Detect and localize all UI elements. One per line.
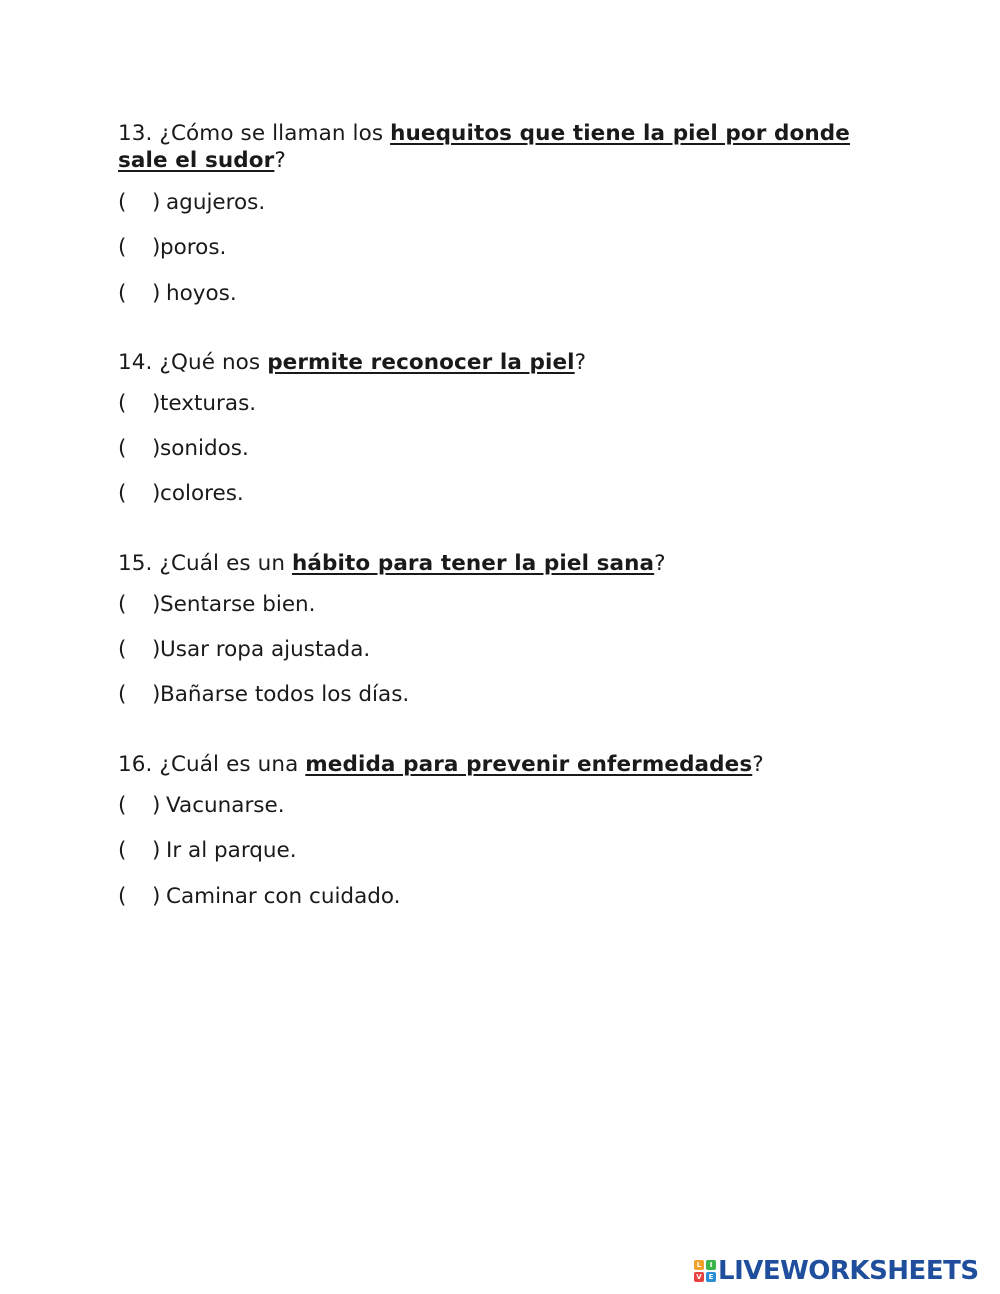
option-label: hoyos.	[166, 281, 237, 306]
question-suffix: ?	[752, 752, 764, 777]
question-13	[118, 120, 878, 174]
question-suffix: ?	[654, 551, 666, 576]
option-label: colores.	[160, 481, 244, 506]
answer-checkbox[interactable]: ( )	[118, 190, 161, 215]
logo-mark-cell: V	[694, 1272, 704, 1282]
option-label: texturas.	[160, 391, 257, 416]
question-number: 15.	[118, 551, 153, 576]
question-number: 14.	[118, 350, 153, 375]
option-14-c[interactable]	[118, 480, 244, 507]
option-15-b[interactable]	[118, 636, 370, 663]
option-13-b[interactable]	[118, 234, 226, 261]
option-label: Ir al parque.	[166, 838, 297, 863]
question-emphasis: huequitos que tiene la piel por donde sale el sudor	[118, 121, 850, 173]
logo-mark-cell: L	[694, 1260, 704, 1270]
option-label: Caminar con cuidado.	[166, 884, 401, 909]
option-15-c[interactable]	[118, 681, 409, 708]
question-number: 16.	[118, 752, 153, 777]
answer-checkbox[interactable]: ( )	[118, 481, 161, 506]
question-16	[118, 751, 878, 778]
answer-checkbox[interactable]: ( )	[118, 391, 161, 416]
question-number: 13.	[118, 121, 153, 146]
option-16-c[interactable]	[118, 883, 401, 910]
question-15	[118, 550, 878, 577]
answer-checkbox[interactable]: ( )	[118, 281, 161, 306]
answer-checkbox[interactable]: ( )	[118, 838, 161, 863]
question-emphasis: permite reconocer la piel	[267, 350, 575, 375]
answer-checkbox[interactable]: ( )	[118, 235, 161, 260]
question-prefix: ¿Cuál es un	[152, 551, 293, 576]
question-suffix: ?	[274, 148, 286, 173]
question-14	[118, 349, 878, 376]
option-label: poros.	[160, 235, 227, 260]
option-15-a[interactable]	[118, 591, 316, 618]
option-label: sonidos.	[160, 436, 249, 461]
option-13-a[interactable]	[118, 189, 265, 216]
option-label: Vacunarse.	[166, 793, 285, 818]
liveworksheets-logo-icon	[694, 1260, 716, 1282]
option-14-a[interactable]	[118, 390, 256, 417]
option-13-c[interactable]	[118, 280, 237, 307]
answer-checkbox[interactable]: ( )	[118, 793, 161, 818]
answer-checkbox[interactable]: ( )	[118, 682, 161, 707]
logo-mark-cell: E	[706, 1272, 716, 1282]
question-suffix: ?	[574, 350, 587, 375]
option-16-a[interactable]	[118, 792, 285, 819]
brand-name: LIVEWORKSHEETS	[718, 1256, 979, 1286]
option-label: Bañarse todos los días.	[160, 682, 410, 707]
answer-checkbox[interactable]: ( )	[118, 436, 161, 461]
answer-checkbox[interactable]: ( )	[118, 884, 161, 909]
question-emphasis: medida para prevenir enfermedades	[305, 752, 753, 777]
option-label: Usar ropa ajustada.	[160, 637, 371, 662]
option-16-b[interactable]	[118, 837, 297, 864]
answer-checkbox[interactable]: ( )	[118, 592, 161, 617]
liveworksheets-logo	[694, 1256, 979, 1286]
question-prefix: ¿Cómo se llaman los	[152, 121, 391, 146]
logo-mark-cell: I	[706, 1260, 716, 1270]
question-emphasis: hábito para tener la piel sana	[292, 551, 655, 576]
option-label: Sentarse bien.	[160, 592, 316, 617]
option-label: agujeros.	[166, 190, 266, 215]
option-14-b[interactable]	[118, 435, 249, 462]
question-prefix: ¿Cuál es una	[152, 752, 306, 777]
question-prefix: ¿Qué nos	[152, 350, 268, 375]
answer-checkbox[interactable]: ( )	[118, 637, 161, 662]
